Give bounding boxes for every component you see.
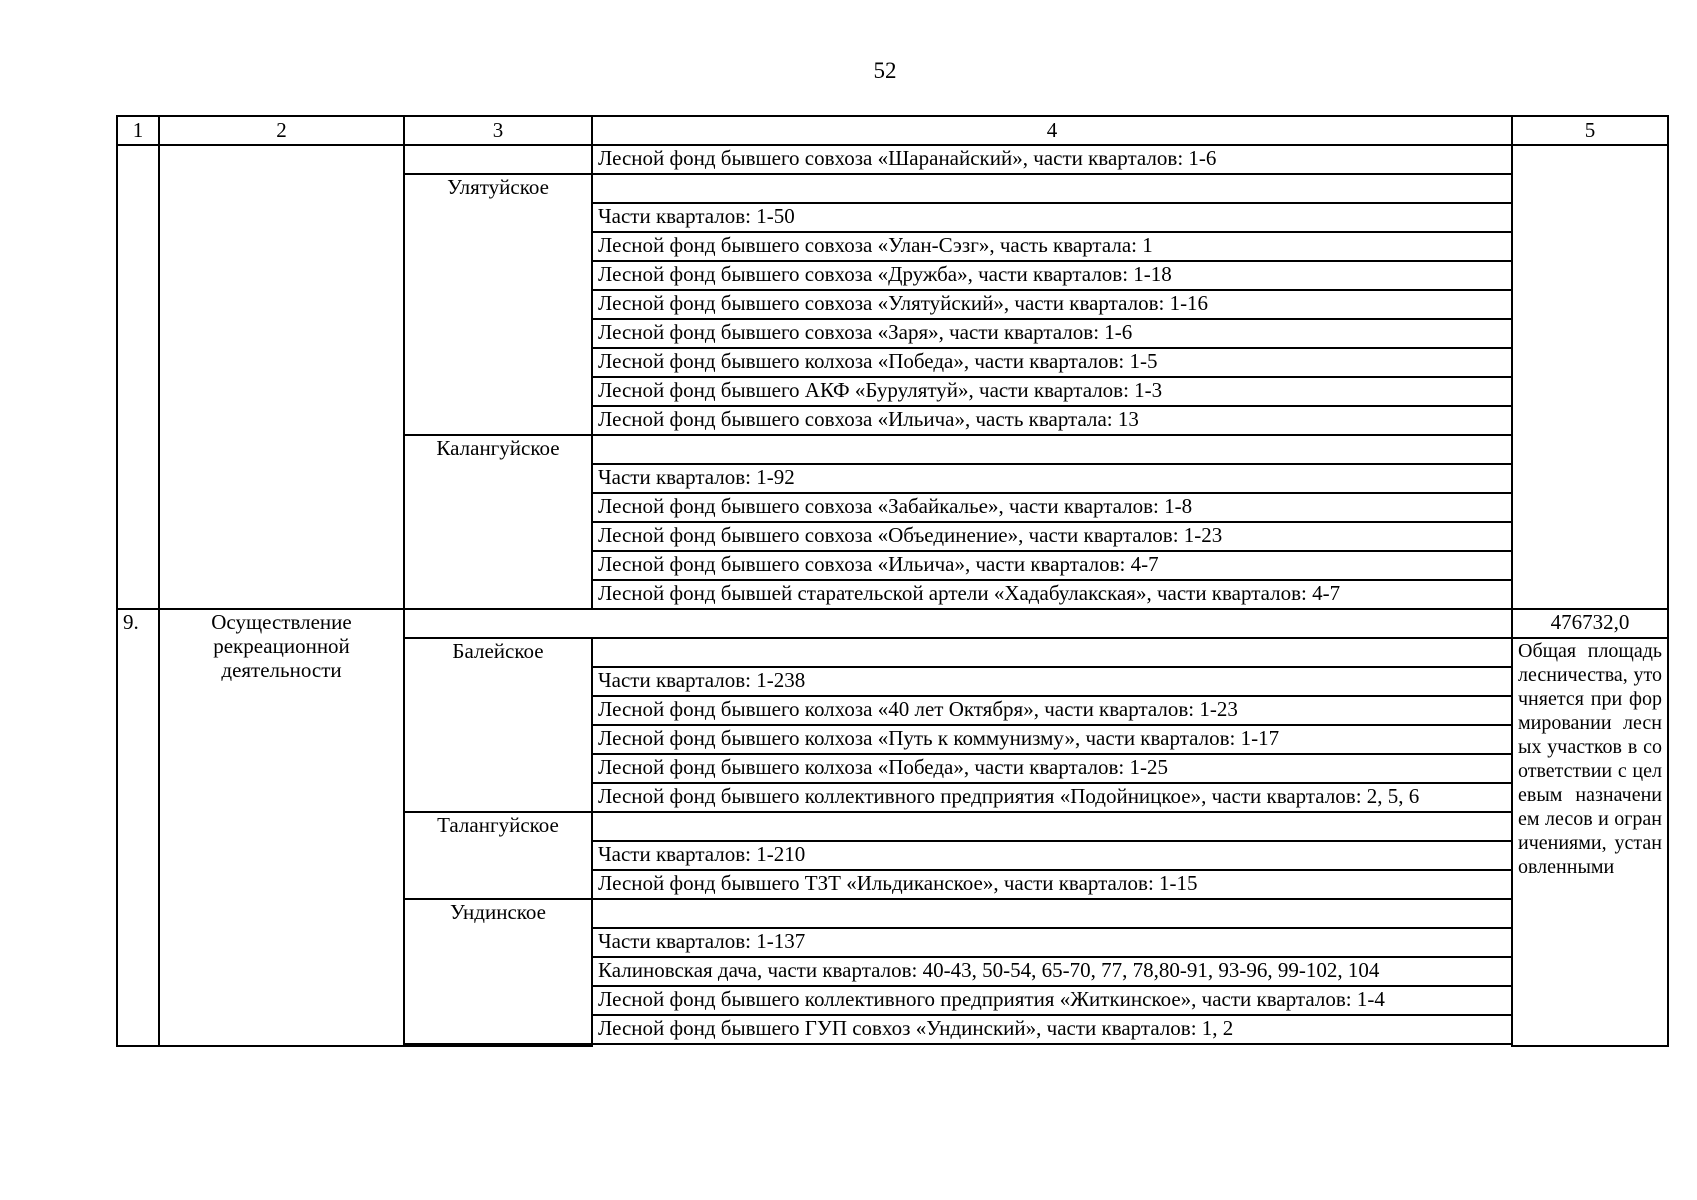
quarters-cell: Лесной фонд бывшего колхоза «Победа», части кварталов: 1-5 <box>592 348 1512 377</box>
quarters-cell <box>404 1044 592 1046</box>
quarters-cell: Лесной фонд бывшего совхоза «Дружба», части кварталов: 1-18 <box>592 261 1512 290</box>
table-header-row <box>117 116 1668 145</box>
column-header: 3 <box>404 116 592 145</box>
quarters-cell: Лесной фонд бывшего совхоза «Улан-Сэзг», часть квартала: 1 <box>592 232 1512 261</box>
district-name: Талангуйское <box>404 812 592 899</box>
column-header: 4 <box>592 116 1512 145</box>
quarters-cell: Лесной фонд бывшего АКФ «Бурулятуй», части кварталов: 1-3 <box>592 377 1512 406</box>
column-header: 1 <box>117 116 159 145</box>
quarters-cell: Лесной фонд бывшего колхоза «Путь к коммунизму», части кварталов: 1-17 <box>592 725 1512 754</box>
quarters-cell: Лесной фонд бывшего совхоза «Улятуйский», части кварталов: 1-16 <box>592 290 1512 319</box>
quarters-cell: Лесной фонд бывшего ГУП совхоз «Ундинский», части кварталов: 1, 2 <box>592 1015 1512 1044</box>
quarters-cell <box>592 174 1512 203</box>
quarters-cell: Части кварталов: 1-238 <box>592 667 1512 696</box>
area-note-cell: Общая площадь лесничества, уточняется при формировании лесных участков в соответствии с целевым назначением лесов и ограничениями, установленными <box>1512 638 1668 1046</box>
quarters-cell: Части кварталов: 1-210 <box>592 841 1512 870</box>
quarters-cell <box>592 435 1512 464</box>
quarters-cell: Части кварталов: 1-50 <box>592 203 1512 232</box>
area-cell: 476732,0 <box>1512 609 1668 638</box>
district-cell <box>404 145 592 174</box>
column-header: 5 <box>1512 116 1668 145</box>
purpose-cell: Осуществление рекреационной деятельности <box>159 609 404 1046</box>
quarters-cell: Лесной фонд бывшей старательской артели «Хадабулакская», части кварталов: 4-7 <box>592 580 1512 609</box>
quarters-cell <box>592 638 1512 667</box>
forest-table <box>116 115 1669 1047</box>
quarters-cell: Калиновская дача, части кварталов: 40-43, 50-54, 65-70, 77, 78,80-91, 93-96, 99-102, 104 <box>592 957 1512 986</box>
quarters-cell: Лесной фонд бывшего коллективного предприятия «Подойницкое», части кварталов: 2, 5, 6 <box>592 783 1512 812</box>
area-cell <box>1512 145 1668 609</box>
quarters-cell: Лесной фонд бывшего совхоза «Шаранайский», части кварталов: 1-6 <box>592 145 1512 174</box>
district-name: Ундинское <box>404 899 592 1044</box>
quarters-cell: Лесной фонд бывшего совхоза «Ильича», часть квартала: 13 <box>592 406 1512 435</box>
district-name: Улятуйское <box>404 174 592 435</box>
quarters-cell: Лесной фонд бывшего ТЗТ «Ильдиканское», части кварталов: 1-15 <box>592 870 1512 899</box>
purpose-cell <box>159 145 404 609</box>
quarters-cell: Лесной фонд бывшего коллективного предприятия «Житкинское», части кварталов: 1-4 <box>592 986 1512 1015</box>
district-name: Калангуйское <box>404 435 592 609</box>
quarters-cell: Лесной фонд бывшего колхоза «40 лет Октября», части кварталов: 1-23 <box>592 696 1512 725</box>
column-header: 2 <box>159 116 404 145</box>
quarters-cell: Части кварталов: 1-137 <box>592 928 1512 957</box>
row-number-cell <box>117 145 159 609</box>
quarters-cell <box>592 899 1512 928</box>
quarters-cell: Части кварталов: 1-92 <box>592 464 1512 493</box>
district-name: Балейское <box>404 638 592 812</box>
section-total-spacer <box>404 609 1512 638</box>
quarters-cell: Лесной фонд бывшего совхоза «Заря», части кварталов: 1-6 <box>592 319 1512 348</box>
quarters-cell <box>592 812 1512 841</box>
row-number-cell: 9. <box>117 609 159 1046</box>
page-number: 52 <box>873 58 897 83</box>
quarters-cell: Лесной фонд бывшего совхоза «Ильича», части кварталов: 4-7 <box>592 551 1512 580</box>
quarters-cell: Лесной фонд бывшего совхоза «Забайкалье», части кварталов: 1-8 <box>592 493 1512 522</box>
table-row <box>117 609 1668 638</box>
quarters-cell: Лесной фонд бывшего совхоза «Объединение», части кварталов: 1-23 <box>592 522 1512 551</box>
table-row <box>117 145 1668 174</box>
quarters-cell: Лесной фонд бывшего колхоза «Победа», части кварталов: 1-25 <box>592 754 1512 783</box>
